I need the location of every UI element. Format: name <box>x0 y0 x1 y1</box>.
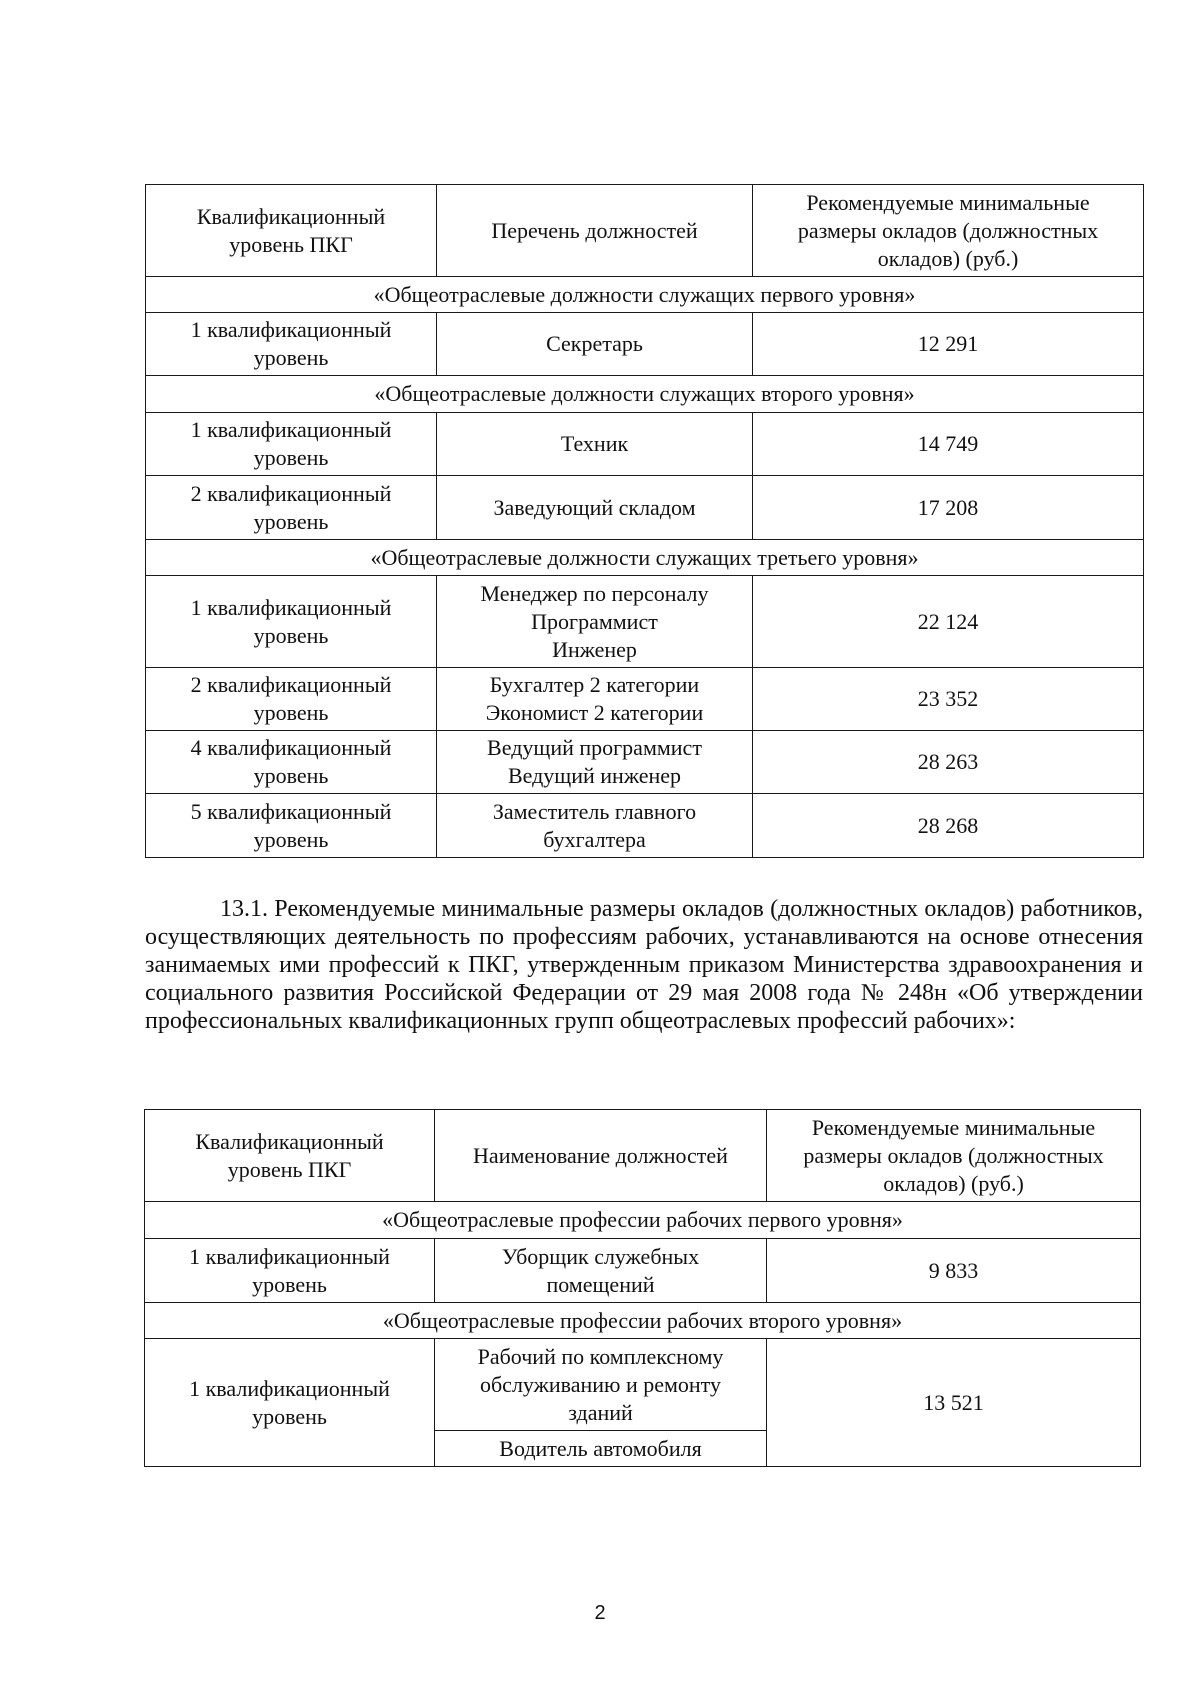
cell-positions: Техник <box>437 413 753 476</box>
table-row <box>145 1339 1141 1431</box>
section-row <box>145 1202 1141 1239</box>
paragraph-text: 13.1. Рекомендуемые минимальные размеры окладов (должностных окладов) работников, осуществляющих деятельность по профессиям рабочих, устанавливаются на основе отнесения занимаемых ими профессий к ПКГ, утвержденным приказом Министерства здравоохранения и социального развития Российской Федерации от 29 мая 2008 года № 248н «Об утверждении профессиональных квалификационных групп общеотраслевых профессий рабочих»: <box>145 896 1143 1034</box>
cell-positions: Менеджер по персоналу Программист Инженер <box>437 576 753 668</box>
cell-salary: 23 352 <box>753 668 1144 731</box>
section-row <box>146 376 1144 413</box>
cell-salary: 13 521 <box>767 1339 1141 1467</box>
section-title: «Общеотраслевые профессии рабочих второго уровня» <box>145 1303 1141 1339</box>
cell-level: 4 квалификационный уровень <box>146 731 437 794</box>
header-level: Квалификационный уровень ПКГ <box>145 1110 435 1202</box>
cell-positions: Рабочий по комплексному обслуживанию и ремонту зданий <box>435 1339 767 1431</box>
cell-salary: 12 291 <box>753 313 1144 376</box>
table-row <box>146 731 1144 794</box>
section-title: «Общеотраслевые профессии рабочих первого уровня» <box>145 1202 1141 1239</box>
cell-positions: Уборщик служебных помещений <box>435 1239 767 1303</box>
table-row <box>145 1239 1141 1303</box>
header-salary: Рекомендуемые минимальные размеры окладов (должностных окладов) (руб.) <box>753 185 1144 277</box>
cell-positions: Заместитель главного бухгалтера <box>437 794 753 858</box>
table-header-row <box>146 185 1144 277</box>
cell-salary: 14 749 <box>753 413 1144 476</box>
cell-positions: Бухгалтер 2 категории Экономист 2 категории <box>437 668 753 731</box>
section-title: «Общеотраслевые должности служащих первого уровня» <box>146 277 1144 313</box>
cell-level: 1 квалификационный уровень <box>146 576 437 668</box>
cell-salary: 9 833 <box>767 1239 1141 1303</box>
section-row <box>146 540 1144 576</box>
page-number: 2 <box>594 1602 606 1624</box>
section-title: «Общеотраслевые должности служащих третьего уровня» <box>146 540 1144 576</box>
table-row <box>146 476 1144 540</box>
table-row <box>146 794 1144 858</box>
header-positions: Наименование должностей <box>435 1110 767 1202</box>
header-salary: Рекомендуемые минимальные размеры окладов (должностных окладов) (руб.) <box>767 1110 1141 1202</box>
cell-level: 1 квалификационный уровень <box>146 313 437 376</box>
cell-level: 2 квалификационный уровень <box>146 668 437 731</box>
salary-table-workers <box>144 1109 1141 1467</box>
cell-positions: Водитель автомобиля <box>435 1431 767 1467</box>
table-row <box>146 668 1144 731</box>
cell-salary: 17 208 <box>753 476 1144 540</box>
cell-level: 1 квалификационный уровень <box>145 1339 435 1467</box>
cell-positions: Секретарь <box>437 313 753 376</box>
cell-level: 5 квалификационный уровень <box>146 794 437 858</box>
cell-salary: 28 268 <box>753 794 1144 858</box>
header-level: Квалификационный уровень ПКГ <box>146 185 437 277</box>
cell-level: 1 квалификационный уровень <box>145 1239 435 1303</box>
body-paragraph <box>145 895 1143 1035</box>
cell-salary: 22 124 <box>753 576 1144 668</box>
cell-salary: 28 263 <box>753 731 1144 794</box>
header-positions: Перечень должностей <box>437 185 753 277</box>
cell-level: 1 квалификационный уровень <box>146 413 437 476</box>
cell-positions: Заведующий складом <box>437 476 753 540</box>
cell-level: 2 квалификационный уровень <box>146 476 437 540</box>
section-row <box>145 1303 1141 1339</box>
table-row <box>146 313 1144 376</box>
section-title: «Общеотраслевые должности служащих второго уровня» <box>146 376 1144 413</box>
table-row <box>146 413 1144 476</box>
cell-positions: Ведущий программист Ведущий инженер <box>437 731 753 794</box>
section-row <box>146 277 1144 313</box>
table-header-row <box>145 1110 1141 1202</box>
salary-table-employees <box>145 184 1144 858</box>
table-row <box>146 576 1144 668</box>
